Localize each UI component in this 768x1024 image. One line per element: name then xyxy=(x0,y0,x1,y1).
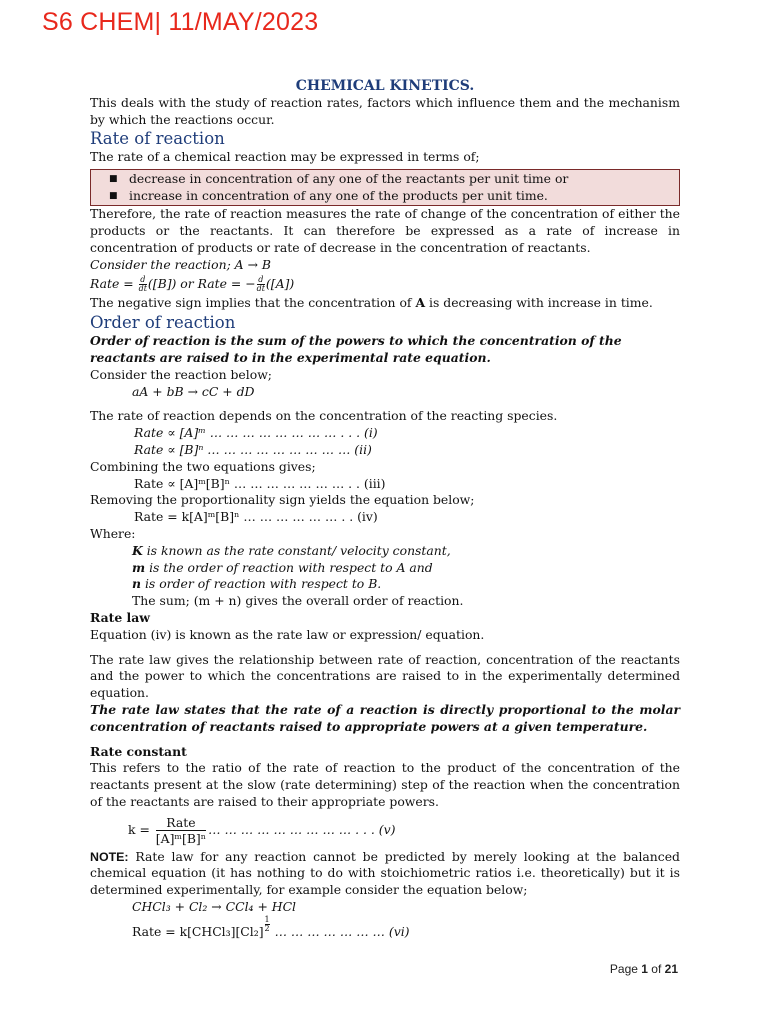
list-item: ■ increase in concentration of any one of the products per unit time. xyxy=(109,188,548,204)
negative-sign-note: The negative sign implies that the concentration of A is decreasing with increase in time. xyxy=(90,295,653,311)
intro-paragraph: This deals with the study of reaction rates, factors which influence them and the mechanism by which the reactions occur. xyxy=(90,94,680,127)
half-exponent: $\frac{1}{2}$ xyxy=(264,914,270,933)
note-paragraph: NOTE: Rate law for any reaction cannot be predicted by merely looking at the balanced chemical equation (it has nothing to do with stoichiometric ratios i.e. theoretically) but it is determined experimentally, for example consider the equation below; xyxy=(90,848,680,898)
combining-text: Combining the two equations gives; xyxy=(90,458,316,474)
k-fraction: $\frac{\text{Rate}}{\text{[A]ᵐ[B]ⁿ}}$ xyxy=(155,814,207,846)
order-of-reaction-heading: Order of reaction xyxy=(90,313,236,333)
n-definition: n is order of reaction with respect to B. xyxy=(132,576,382,592)
equation-v: k = $\frac{\text{Rate}}{\text{[A]ᵐ[B]ⁿ}}$ … … … … … … … … … . . . (v) xyxy=(128,814,396,846)
rate-lead: The rate of a chemical reaction may be expressed in terms of; xyxy=(90,149,480,165)
general-equation: aA + bB → cC + dD xyxy=(132,383,255,399)
depends-text: The rate of reaction depends on the concentration of the reacting species. xyxy=(90,408,558,424)
rate-constant-text: This refers to the ratio of the rate of reaction to the product of the concentration of the reactants present at the slow (rate determining) step of the reaction when the concentration of the reactants are raised to their appropriate powers. xyxy=(90,760,680,809)
equation-ii: Rate ∝ [B]ⁿ … … … … … … … … … (ii) xyxy=(134,441,372,457)
bullet-box xyxy=(90,169,680,206)
rate-law-heading: Rate law xyxy=(90,609,150,625)
m-definition: m is the order of reaction with respect to A and xyxy=(132,559,433,575)
therefore-paragraph: Therefore, the rate of reaction measures the rate of change of the concentration of either the products or the reactants. It can therefore be expressed as a rate of increase in concentration of products or rate of decrease in the concentration of reactants. xyxy=(90,206,680,255)
rate-law-gives: The rate law gives the relationship between rate of reaction, concentration of the reactants and the power to which the concentrations are raised to in the experimentally determined equation. xyxy=(90,651,680,701)
consider-reaction: Consider the reaction; A → B xyxy=(90,256,271,272)
rate-of-reaction-heading: Rate of reaction xyxy=(90,129,225,149)
chcl3-equation: CHCl₃ + Cl₂ → CCl₄ + HCl xyxy=(132,899,297,915)
equation-i: Rate ∝ [A]ᵐ … … … … … … … … . . . (i) xyxy=(134,425,378,441)
rate-law-equation-note: Equation (iv) is known as the rate law or expression/ equation. xyxy=(90,626,485,642)
bullet-icon: ■ xyxy=(109,191,118,202)
equation-vi: Rate = k[CHCl₃][Cl₂] $\frac{1}{2}$ … … … … … … … (vi) xyxy=(132,914,410,939)
derivative-fraction: $\frac{d}{dt}$ xyxy=(138,275,147,294)
page-number: Page 1 of 21 xyxy=(609,962,678,976)
rate-law-statement: The rate law states that the rate of a reaction is directly proportional to the molar concentration of reactants raised to appropriate powers at a given temperature. xyxy=(90,701,680,734)
removing-text: Removing the proportionality sign yields the equation below; xyxy=(90,492,475,508)
date-stamp: S6 CHEM| 11/MAY/2023 xyxy=(42,8,319,36)
order-definition: Order of reaction is the sum of the powers to which the concentration of the reactants are raised to in the experimental rate equation. xyxy=(90,333,622,365)
list-item: ■ decrease in concentration of any one of the reactants per unit time or xyxy=(109,171,569,187)
sum-text: The sum; (m + n) gives the overall order of reaction. xyxy=(132,593,464,609)
page-title: CHEMICAL KINETICS. xyxy=(295,78,475,94)
where-label: Where: xyxy=(90,525,136,541)
consider-below: Consider the reaction below; xyxy=(90,366,272,382)
derivative-fraction: $\frac{d}{dt}$ xyxy=(256,275,265,294)
k-definition: K is known as the rate constant/ velocity constant, xyxy=(132,542,451,558)
equation-iv: Rate = k[A]ᵐ[B]ⁿ … … … … … … . . (iv) xyxy=(134,509,378,525)
rate-constant-heading: Rate constant xyxy=(90,743,187,759)
document-body xyxy=(90,78,680,938)
rate-equation: Rate = $\frac{d}{dt}([B])$ or Rate = − $\frac{d}{dt}([A])$ xyxy=(90,275,295,294)
equation-iii: Rate ∝ [A]ᵐ[B]ⁿ … … … … … … … . . (iii) xyxy=(134,475,386,491)
bullet-icon: ■ xyxy=(109,174,118,185)
